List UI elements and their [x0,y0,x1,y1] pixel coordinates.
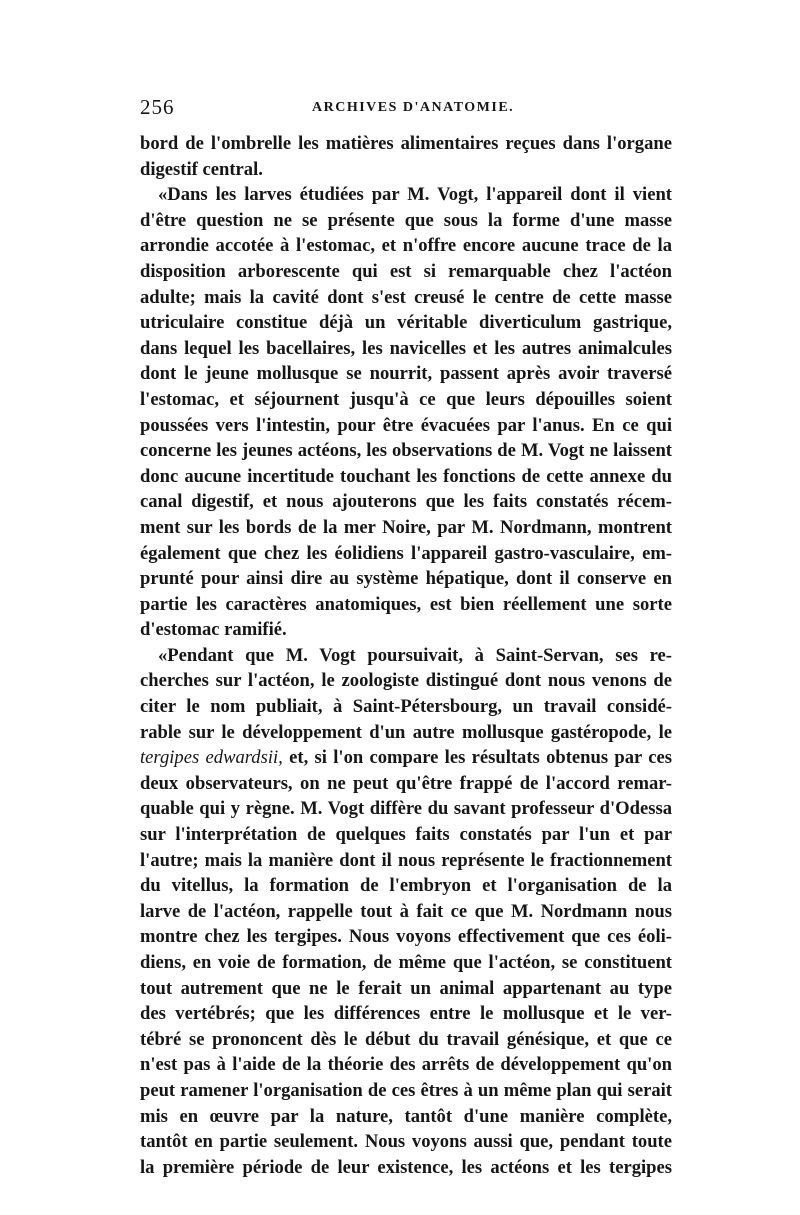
text-line: canal digestif, et nous ajouterons que les faits constatés récem- [140,491,672,513]
book-page [140,95,672,1180]
text-line: digestif central. [140,158,263,180]
text-line: diens, en voie de formation, de même que l'actéon, se constituent [140,952,672,973]
text-line: «Pendant que M. Vogt poursuivait, à Saint-Servan, ses re- [158,644,672,666]
text-line: d'estomac ramifié. [140,619,287,641]
text-line: quable qui y règne. M. Vogt diffère du savant professeur d'Odessa [140,798,672,820]
text-line: cherches sur l'actéon, le zoologiste distingué dont nous venons de [140,670,672,692]
text-line: disposition arborescente qui est si remarquable chez l'actéon [140,260,672,282]
species-name: tergipes edwardsii, [140,747,283,769]
text-line: adulte; mais la cavité dont s'est creusé le centre de cette masse [140,286,672,308]
text-line: dont le jeune mollusque se nourrit, passent après avoir traversé [140,363,672,385]
text-line: également que chez les éolidiens l'appareil gastro-vasculaire, em- [140,542,672,564]
text-line: des vertébrés; que les différences entre le mollusque et le ver- [140,1003,672,1025]
text-line: du vitellus, la formation de l'embryon et l'organisation de la [140,875,672,897]
text-line: n'est pas à l'aide de la théorie des arrêts de développement qu'on [140,1054,672,1076]
text-line: dans lequel les bacellaires, les navicelles et les autres animalcules [140,337,672,359]
text-line: l'estomac, et séjournent jusqu'à ce que leurs dépouilles soient [140,388,672,410]
text-line: poussées vers l'intestin, pour être évacuées par l'anus. En ce qui [140,414,672,436]
text-line: citer le nom publiait, à Saint-Pétersbourg, un travail considé- [140,696,672,718]
text-line: deux observateurs, on ne peut qu'être frappé de l'accord remar- [140,772,672,794]
text-line: larve de l'actéon, rappelle tout à fait ce que M. Nordmann nous [140,900,672,922]
text-line: rable sur le développement d'un autre mollusque gastéropode, le [140,721,672,743]
running-header [140,95,672,131]
text-line: d'être question ne se présente que sous la forme d'une masse [140,209,672,231]
text-line: ment sur les bords de la mer Noire, par M. Nordmann, montrent [140,516,672,538]
text-line: montre chez les tergipes. Nous voyons effectivement que ces éoli- [140,926,672,948]
text-line: utriculaire constitue déjà un véritable diverticulum gastrique, [140,312,672,334]
text-line: «Dans les larves étudiées par M. Vogt, l'appareil dont il vient [158,184,672,206]
body-text [140,131,672,1180]
text-line: l'autre; mais la manière dont il nous représente le fractionnement [140,849,672,871]
text-line: mis en œuvre par la nature, tantôt d'une manière complète, [140,1105,672,1127]
text-line: tantôt en partie seulement. Nous voyons aussi que, pendant toute [140,1131,672,1153]
text-line: arrondie accotée à l'estomac, et n'offre encore aucune trace de la [140,235,672,257]
text-line: tébré se prononcent dès le début du travail génésique, et que ce [140,1028,672,1050]
text-line: la première période de leur existence, les actéons et les tergipes [140,1156,672,1178]
text-line: prunté pour ainsi dire au système hépatique, dont il conserve en [140,568,672,590]
page-number: 256 [140,95,175,119]
text-line: bord de l'ombrelle les matières alimentaires reçues dans l'organe [140,133,672,154]
text-line: sur l'interprétation de quelques faits constatés par l'un et par [140,824,672,846]
text-line: concerne les jeunes actéons, les observations de M. Vogt ne laissent [140,440,672,462]
text-line: donc aucune incertitude touchant les fonctions de cette annexe du [140,465,672,487]
running-title: ARCHIVES D'ANATOMIE. [312,100,515,115]
text-line: partie les caractères anatomiques, est bien réellement une sorte [140,593,672,615]
text-line: tout autrement que ne le ferait un animal appartenant au type [140,977,672,999]
text-line-rest: et, si l'on compare les résultats obtenus par ces [282,747,672,769]
text-line: peut ramener l'organisation de ces êtres à un même plan qui serait [140,1079,672,1101]
text-line-italic [140,745,672,771]
